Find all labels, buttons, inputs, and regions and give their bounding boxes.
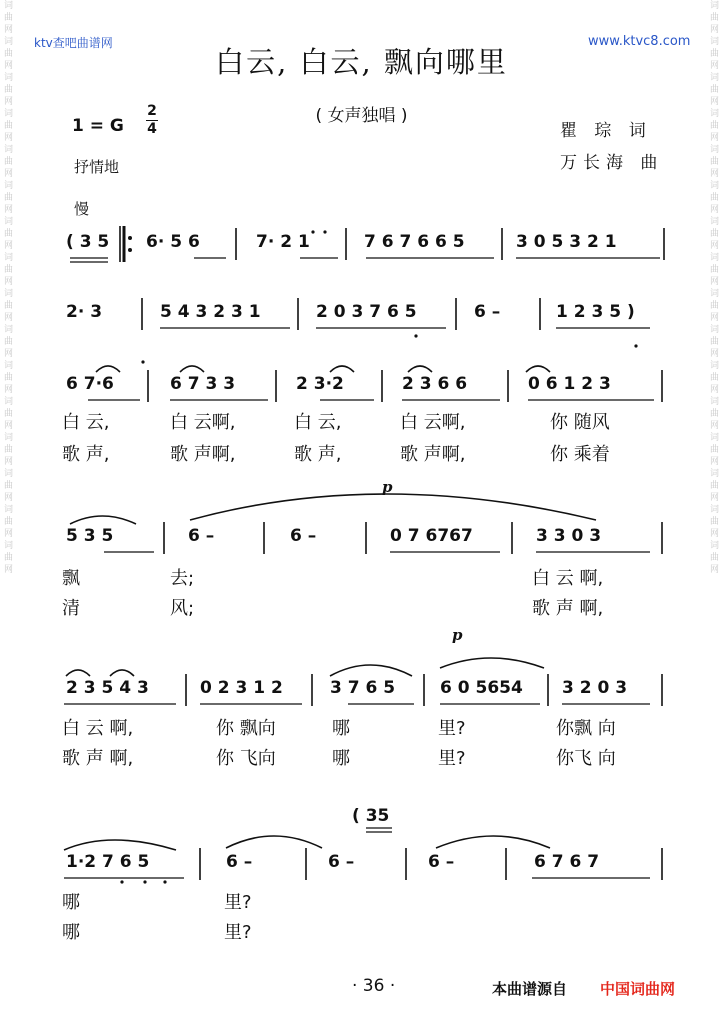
measure: 3 3 0 3 <box>536 526 602 546</box>
lyrics-line-5-verse-2 <box>62 744 666 772</box>
song-title: 白云, 白云, 飘向哪里 <box>215 45 508 79</box>
lyric: 哪 <box>62 892 80 913</box>
measure: 1 2 3 5 ) <box>556 302 635 322</box>
lyric: 歌 声 啊, <box>62 748 134 769</box>
lyrics-line-5-verse-1 <box>62 714 666 742</box>
lyric: 歌 声, <box>294 444 342 465</box>
measure: 6 – <box>226 852 253 872</box>
source-site-link[interactable]: 中国词曲网 <box>600 980 676 998</box>
lyric: 歌 声 啊, <box>532 598 604 619</box>
measure: 0 2 3 1 2 <box>200 678 283 698</box>
expression-mark: 抒情地 <box>74 158 120 176</box>
dynamic-piano: p <box>382 478 393 496</box>
lyric: 白 云啊, <box>400 412 466 433</box>
lyric: 你 飞向 <box>216 748 276 769</box>
measure: 6 – <box>474 302 501 322</box>
lyric: 里? <box>438 748 466 769</box>
lyric: 去; <box>170 568 195 589</box>
page-number: · 36 · <box>352 976 396 996</box>
composer-credit: 万长海 曲 <box>560 153 664 173</box>
source-label: 本曲谱源自 <box>492 980 568 998</box>
lyric: 白 云, <box>294 412 342 433</box>
measure: 6 – <box>290 526 317 546</box>
measure: 6 0 5654 <box>440 678 523 698</box>
song-subtitle: ( 女声独唱 ) <box>315 106 408 126</box>
measure: 6 7·6 <box>66 374 114 394</box>
lyric: 歌 声啊, <box>400 444 466 465</box>
lyric: 白 云啊, <box>170 412 236 433</box>
lyric: 白 云 啊, <box>532 568 604 589</box>
watermark-site-right: www.ktvc8.com <box>588 34 691 49</box>
measure: 6 – <box>188 526 215 546</box>
lyric: 你飞 向 <box>556 748 616 769</box>
lyrics-line-6-verse-2 <box>62 918 666 946</box>
time-signature-top: 2 <box>147 103 157 119</box>
lyrics-line-6-verse-1 <box>62 888 666 916</box>
side-watermark-right: 词曲网词曲网词曲网词曲网词曲网词曲网词曲网词曲网词曲网词曲网词曲网词曲网词曲网词曲网词曲网词曲网 <box>709 1 719 575</box>
score-line-6 <box>66 852 666 880</box>
lyric: 歌 声啊, <box>170 444 236 465</box>
measure: 2 3 6 6 <box>402 374 468 394</box>
pickup-phrase: ( 35 <box>352 806 390 826</box>
score-line-2 <box>66 302 666 330</box>
measure: 5 3 5 <box>66 526 114 546</box>
measure: 6 – <box>328 852 355 872</box>
lyrics-line-4-verse-1 <box>62 564 666 592</box>
lyric: 你 乘着 <box>550 444 610 465</box>
measure: 2 3·2 <box>296 374 344 394</box>
lyric: 你 随风 <box>550 412 610 433</box>
measure: 5 4 3 2 3 1 <box>160 302 261 322</box>
measure: 7 6 7 6 6 5 <box>364 232 465 252</box>
score-line-3 <box>66 374 666 402</box>
time-signature-bottom: 4 <box>147 121 157 137</box>
measure: 3 2 0 3 <box>562 678 628 698</box>
lyric: 清 <box>62 598 80 619</box>
lyric: 里? <box>224 892 252 913</box>
lyric: 风; <box>170 598 195 619</box>
measure: ( 3 5 <box>66 232 110 252</box>
lyric: 白 云, <box>62 412 110 433</box>
lyric: 你飘 向 <box>556 718 616 739</box>
lyrics-line-3-verse-1 <box>62 408 666 436</box>
measure: 2· 3 <box>66 302 103 322</box>
measure: 6 – <box>428 852 455 872</box>
measure: 6 7 6 7 <box>534 852 600 872</box>
score-line-1 <box>66 232 666 260</box>
lyric: 哪 <box>332 718 350 739</box>
dynamic-piano: p <box>452 626 463 644</box>
measure: 1·2 7 6 5 <box>66 852 150 872</box>
measure: 0 6 1 2 3 <box>528 374 611 394</box>
tempo-mark: 慢 <box>74 200 90 218</box>
lyric: 白 云 啊, <box>62 718 134 739</box>
lyricist-credit: 瞿 琮 词 <box>560 121 652 141</box>
lyric: 歌 声, <box>62 444 110 465</box>
measure: 6 7 3 3 <box>170 374 236 394</box>
lyrics-line-4-verse-2 <box>62 594 666 622</box>
lyrics-line-3-verse-2 <box>62 440 666 468</box>
watermark-site-left: ktv查吧曲谱网 <box>34 36 113 50</box>
measure: 0 7 6767 <box>390 526 473 546</box>
lyric: 哪 <box>332 748 350 769</box>
lyric: 你 飘向 <box>216 718 276 739</box>
score-line-5 <box>66 678 666 706</box>
lyric: 飘 <box>62 568 80 589</box>
measure: 2 0 3 7 6 5 <box>316 302 417 322</box>
lyric: 哪 <box>62 922 80 943</box>
lyric: 里? <box>438 718 466 739</box>
measure: 2 3 5 4 3 <box>66 678 149 698</box>
lyric: 里? <box>224 922 252 943</box>
time-signature <box>146 104 158 137</box>
measure: 7· 2 1 <box>256 232 310 252</box>
side-watermark-left: 词曲网词曲网词曲网词曲网词曲网词曲网词曲网词曲网词曲网词曲网词曲网词曲网词曲网词曲网词曲网词曲网 <box>4 1 14 575</box>
measure: 6· 5 6 <box>146 232 200 252</box>
measure: 3 0 5 3 2 1 <box>516 232 617 252</box>
measure: 3 7 6 5 <box>330 678 396 698</box>
key-signature: 1 = G <box>72 116 124 136</box>
score-line-4 <box>66 526 666 554</box>
